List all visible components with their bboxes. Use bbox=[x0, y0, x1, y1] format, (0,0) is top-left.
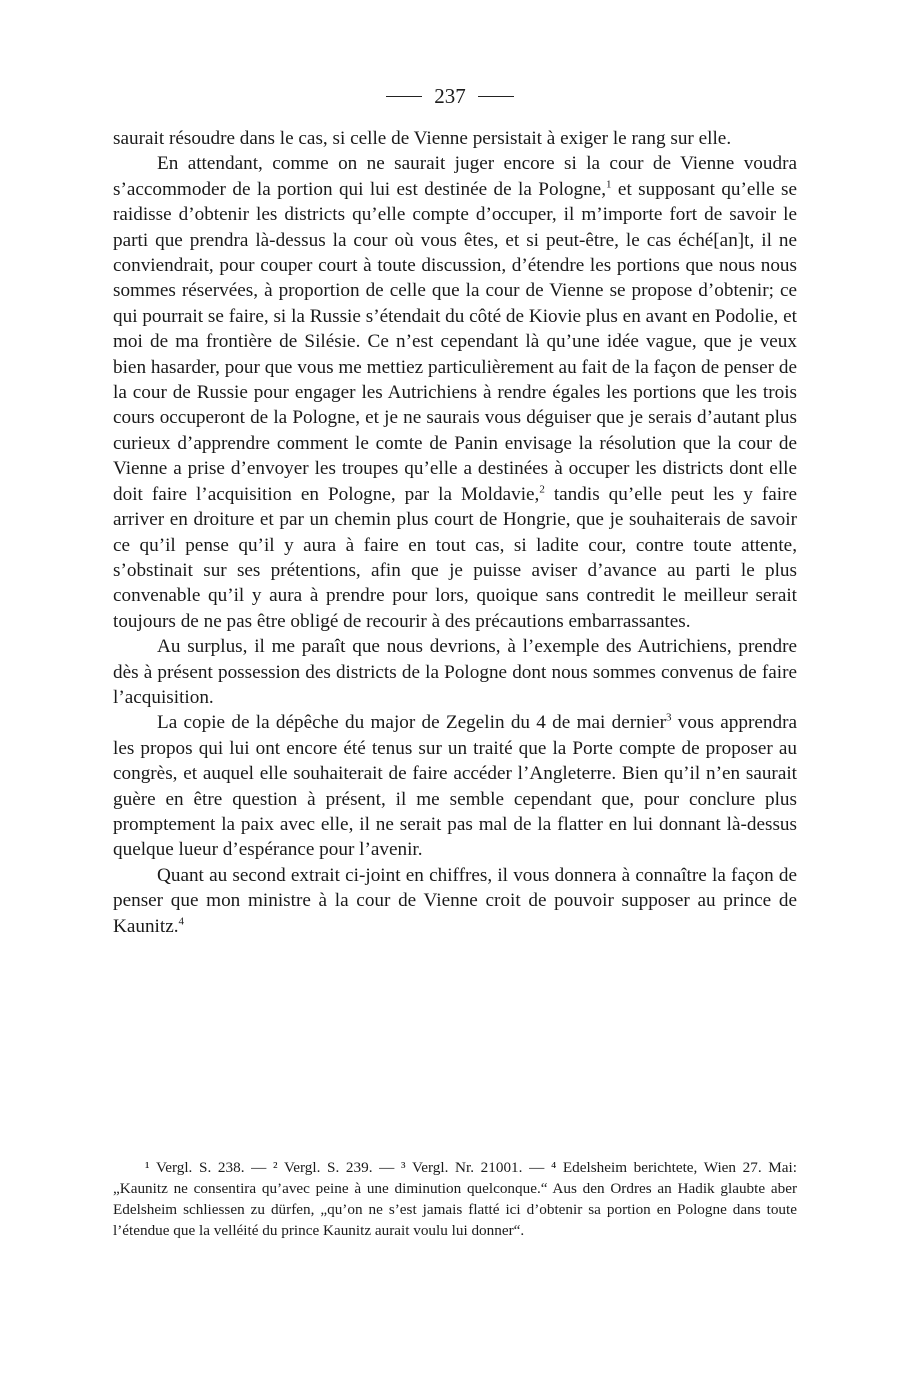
footnote-text: ¹ Vergl. S. 238. — ² Vergl. S. 239. — ³ Vergl. Nr. 21001. — ⁴ Edelsheim berichtete, Wien 27. Mai: „Kaunitz ne consentira qu’avec peine à une diminution quelconque.“ Aus den Ordres an Hadik glaubte aber Edelsheim schliessen zu dürfen, „qu’on ne s’est jamais flatté ici d’obtenir sa portion en Pologne dans toute l’étendue que la velléité du prince Kaunitz aurait voulu lui donner“. bbox=[113, 1159, 797, 1239]
page-number: 237 bbox=[434, 84, 466, 108]
footnote-reference: 3 bbox=[665, 711, 672, 724]
footnote-reference: 2 bbox=[539, 483, 545, 496]
paragraph-text: et supposant qu’elle se raidisse d’obtenir les districts qu’elle compte d’occuper, il m’importe fort de savoir le parti que prendra là-dessus la cour où vous êtes, et si peut-être, le cas éché[an]t, il ne conviendrait, pour couper court à toute discussion, d’étendre les portions que nous nous sommes réservées, à proportion de celle que la cour de Vienne se propose d’obtenir; ce qui pourrait se faire, si la Russie s’étendait du côté de Kiovie plus en avant en Podolie, et moi de ma frontière de Silésie. Ce n’est cependant là qu’une idée vague, que je veux bien hasarder, pour que vous me mettiez particulièrement au fait de la façon de penser de la cour de Russie pour engager les Autrichiens à rendre égales les portions que les trois cours occuperont de la Pologne, et je ne saurais vous déguiser que je serais d’autant plus curieux d’apprendre comment le comte de Panin envisage la résolution que la cour de Vienne a prise d’envoyer les troupes qu’elle a destinées à occuper les districts dont elle doit faire l’acquisition en Pologne, par la Moldavie, bbox=[113, 178, 797, 505]
footnote-reference: 1 bbox=[606, 178, 612, 191]
paragraph-text: tandis qu’elle peut les y faire arriver en droiture et par un chemin plus court de Hongrie, que je souhaiterais de savoir ce qu’il pense qu’il y aura à faire en tout cas, si ladite cour, contre toute attente, s’obstinait sur ses prétentions, afin que je puisse aviser d’avance au parti le plus convenable qu’il y aura à prendre pour lors, quoique sans contredit le meilleur serait toujours de ne pas être obligé de recourir à des précautions embarrassantes. bbox=[113, 483, 797, 632]
paragraph: saurait résoudre dans le cas, si celle de Vienne persistait à exiger le rang sur elle. bbox=[113, 128, 732, 149]
header-rule-left bbox=[386, 96, 422, 97]
header-rule-right bbox=[478, 96, 514, 97]
paragraph bbox=[113, 863, 797, 939]
page-header bbox=[0, 84, 900, 109]
footnote-reference: 4 bbox=[178, 915, 185, 928]
paragraph bbox=[113, 710, 797, 862]
paragraph-text: Quant au second extrait ci-joint en chiffres, il vous donnera à connaître la façon de penser que mon ministre à la cour de Vienne croit de pouvoir supposer au prince de Kaunitz. bbox=[113, 864, 797, 937]
paragraph-text: En attendant, comme on ne saurait juger encore si la cour de Vienne voudra s’accommoder de la portion qui lui est destinée de la Pologne, bbox=[113, 153, 797, 200]
body-text bbox=[113, 126, 797, 939]
paragraph-text: La copie de la dépêche du major de Zegelin du 4 de mai dernier bbox=[157, 712, 666, 734]
paragraph: Au surplus, il me paraît que nous devrions, à l’exemple des Autrichiens, prendre dès à présent possession des districts de la Pologne dont nous sommes convenus de faire l’acquisition. bbox=[113, 636, 797, 708]
footnotes bbox=[113, 1157, 797, 1241]
paragraph-text: vous apprendra les propos qui lui ont encore été tenus sur un traité que la Porte compte de proposer au congrès, et auquel elle souhaiterait de faire accéder l’Angleterre. Bien qu’il n’en saurait guère en être question à présent, il me semble cependant que, pour conclure plus promptement la paix avec elle, il ne serait pas mal de la flatter en lui donnant là-dessus quelque lueur d’espérance pour l’avenir. bbox=[113, 712, 797, 861]
paragraph bbox=[113, 151, 797, 634]
